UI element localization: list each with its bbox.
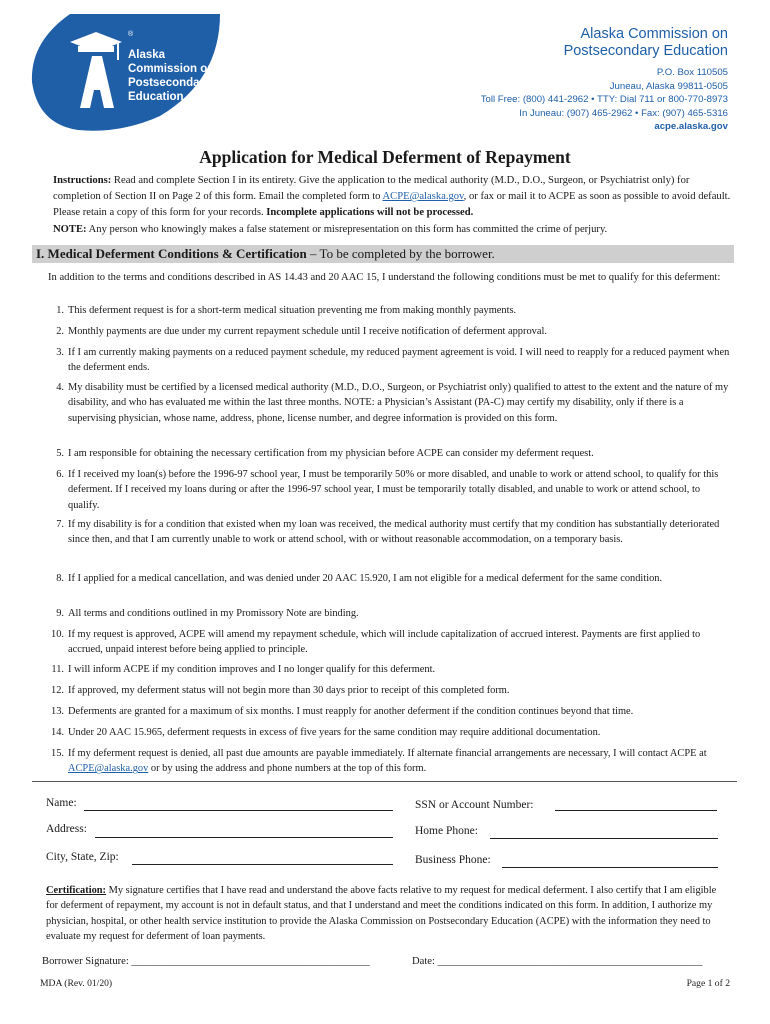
logo-text-line1: Alaska (128, 49, 166, 61)
condition-item (46, 571, 732, 586)
condition-number: 10. (51, 629, 64, 640)
section-divider (32, 781, 737, 782)
organization-header (481, 26, 728, 134)
condition-item (46, 662, 732, 677)
condition-text (68, 746, 732, 777)
condition-item (46, 467, 732, 513)
name-label: Name: (46, 797, 77, 809)
logo-text-line2: Commission on (128, 63, 215, 75)
instructions-warning: Incomplete applications will not be processed. (266, 207, 474, 218)
condition-item (46, 606, 732, 621)
name-field[interactable] (84, 810, 393, 811)
city-state-zip-label: City, State, Zip: (46, 851, 119, 863)
condition-item (46, 517, 732, 548)
address-label: Address: (46, 823, 87, 835)
org-juneau-phone: In Juneau: (907) 465-2962 • Fax: (907) 465-5316 (519, 107, 728, 119)
condition-item (46, 627, 732, 658)
section1-intro: In addition to the terms and conditions described in AS 14.43 and 20 AAC 15, I understand the following conditions must be met to qualify for this deferment: (48, 272, 721, 283)
perjury-note (53, 224, 731, 235)
instructions-email-link[interactable]: ACPE@alaska.gov (382, 191, 464, 202)
condition-number: 15. (51, 748, 64, 759)
logo-text-line3: Postsecondary (128, 77, 211, 89)
condition-item (46, 303, 732, 318)
form-title: Application for Medical Deferment of Repayment (199, 147, 571, 167)
condition-text: If I am currently making payments on a reduced payment schedule, my reduced payment agreement is void. I will need to reapply for a reduced payment when the deferment ends. (68, 347, 730, 374)
condition-item (46, 746, 732, 777)
org-contact-block (481, 66, 728, 134)
org-name-line1: Alaska Commission on (580, 26, 728, 42)
org-city: Juneau, Alaska 99811-0505 (609, 80, 728, 92)
condition15-email-link[interactable]: ACPE@alaska.gov (68, 763, 149, 775)
business-phone-label: Business Phone: (415, 854, 491, 866)
condition-number: 1. (56, 305, 64, 316)
condition-text: Deferments are granted for a maximum of six months. I must reapply for another deferment if the condition continues beyond that time. (68, 706, 634, 717)
condition-text: All terms and conditions outlined in my Promissory Note are binding. (68, 608, 359, 619)
condition-text: If I received my loan(s) before the 1996-97 school year, I must be temporarily 50% or more disabled, and unable to work or attend school, to qualify for this deferment. If I received my loans during or after the 1996-97 school year, I must be temporarily totally disabled, and unable to work or attend school, to qualify. (68, 469, 719, 511)
condition-number: 4. (56, 382, 64, 393)
condition-item (46, 446, 732, 461)
condition-text: Under 20 AAC 15.965, deferment requests in excess of five years for the same condition may require additional documentation. (68, 727, 601, 738)
section1-subheading: – To be completed by the borrower. (306, 246, 495, 261)
org-po-box: P.O. Box 110505 (656, 67, 728, 78)
logo-text-line4: Education (128, 91, 184, 103)
condition-number: 12. (51, 685, 64, 696)
city-state-zip-field[interactable] (132, 864, 393, 865)
page-number: Page 1 of 2 (686, 978, 730, 989)
org-toll-free: Toll Free: (800) 441-2962 • TTY: Dial 711 or 800-770-8973 (480, 94, 728, 106)
condition-text: I am responsible for obtaining the necessary certification from my physician before ACPE can consider my deferment request. (68, 448, 594, 459)
condition-number: 14. (51, 727, 64, 738)
note-text: Any person who knowingly makes a false statement or misrepresentation on this form has committed the crime of perjury. (86, 224, 608, 235)
condition-text: This deferment request is for a short-term medical situation preventing me from making monthly payments. (68, 305, 517, 316)
ssn-label: SSN or Account Number: (415, 799, 534, 811)
acpe-logo (30, 8, 225, 138)
condition-item (46, 345, 732, 376)
condition-text: If I applied for a medical cancellation, and was denied under 20 AAC 15.920, I am not eligible for a medical deferment for the same condition. (68, 573, 663, 584)
address-field[interactable] (95, 837, 393, 838)
condition-text: If my request is approved, ACPE will amend my repayment schedule, which will include capitalization of accrued interest. Payments are first applied to accrued, unpaid interest before being applied to principle. (68, 629, 701, 656)
condition-number: 7. (56, 519, 64, 530)
condition-text: If approved, my deferment status will not begin more than 30 days prior to receipt of this completed form. (68, 685, 510, 696)
certification-paragraph (46, 883, 730, 945)
condition-text: If my disability is for a condition that existed when my loan was received, the medical authority must certify that my condition has substantially deteriorated since then, and that I am currently unable to work or attend school, with or without reasonable accommodation, on a temporary basis. (68, 519, 720, 546)
condition-number: 11. (51, 664, 64, 675)
certification-text: My signature certifies that I have read and understand the above facts relative to my request for medical deferment. I also certify that I am eligible for deferment of repayment, my account is not in default status, and that I understand and meet the conditions indicated on this form. In addition, I authorize my physician, hospital, or other health service institution to provide the Alaska Commission on Postsecondary Education (ACPE) with the information they need to evaluate my request for deferment of loan payments. (46, 885, 717, 943)
condition-number: 5. (56, 448, 64, 459)
borrower-signature-field[interactable]: Borrower Signature: _____________________________________________ (42, 956, 370, 967)
section1-header (32, 245, 734, 263)
instructions-paragraph (53, 173, 731, 221)
condition-number: 2. (56, 326, 64, 337)
condition-item (46, 704, 732, 719)
condition-text: My disability must be certified by a licensed medical authority (M.D., D.O., Surgeon, or Psychiatrist only) qualified to attest to the extent and the nature of my disability, and who has evaluated me within the last three months. NOTE: a Physician’s Assistant (PA-C) may certify my disability, only if there is a supervising physician, whose name, address, phone, license number, and degree information is provided on this form. (68, 382, 729, 424)
instructions-label: Instructions: (53, 175, 112, 186)
condition-item (46, 725, 732, 740)
home-phone-field[interactable] (490, 838, 718, 839)
org-name-line2: Postsecondary Education (563, 43, 728, 59)
condition15-text-before: If my deferment request is denied, all past due amounts are payable immediately. If alternate financial arrangements are necessary, I will contact ACPE at (68, 748, 707, 759)
condition-item (46, 683, 732, 698)
condition-number: 8. (56, 573, 64, 584)
condition15-text-after: or by using the address and phone numbers at the top of this form. (148, 763, 427, 775)
instructions-text1: Read and complete Section I in its entirety. Give the application to the medical authority (M.D., D.O., Surgeon, or Psychiatrist only) for completion of Section II on Page 2 of this form. Email the completed form to (53, 175, 690, 202)
condition-number: 6. (56, 469, 64, 480)
business-phone-field[interactable] (502, 867, 718, 868)
form-revision: MDA (Rev. 01/20) (40, 978, 113, 989)
certification-label: Certification: (46, 885, 107, 896)
home-phone-label: Home Phone: (415, 825, 478, 837)
logo-registered-mark: ® (128, 31, 134, 38)
condition-number: 3. (56, 347, 64, 358)
signature-date-field[interactable]: Date: __________________________________________________ (412, 956, 703, 967)
acpe-logo-graphic (30, 8, 225, 138)
condition-number: 9. (56, 608, 64, 619)
condition-number: 13. (51, 706, 64, 717)
condition-item (46, 324, 732, 339)
condition-text: Monthly payments are due under my current repayment schedule until I receive notification of deferment approval. (68, 326, 547, 337)
org-website: acpe.alaska.gov (654, 121, 728, 133)
note-label: NOTE: (53, 224, 87, 235)
section1-heading: I. Medical Deferment Conditions & Certification (36, 246, 307, 261)
condition-text: I will inform ACPE if my condition improves and I no longer qualify for this deferment. (68, 664, 436, 675)
condition-item (46, 380, 732, 426)
ssn-field[interactable] (555, 810, 717, 811)
instructions-text2: , or fax or mail it to ACPE as soon as possible to avoid default. Please retain a copy of this form for your records. (53, 191, 731, 218)
